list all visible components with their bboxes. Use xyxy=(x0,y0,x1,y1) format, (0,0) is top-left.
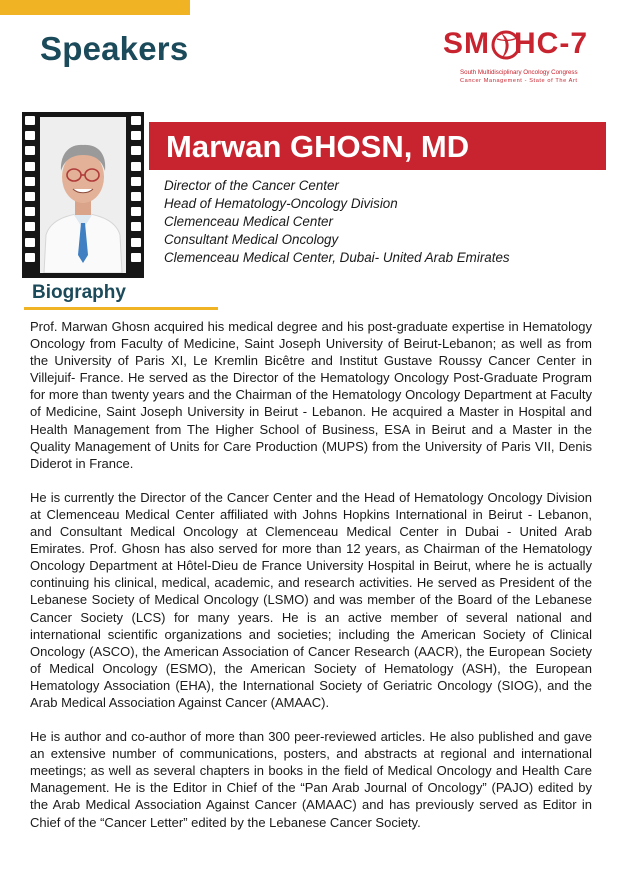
position-item: Consultant Medical Oncology xyxy=(164,232,339,247)
film-perforations-right xyxy=(131,116,141,268)
biography-heading: Biography xyxy=(32,282,126,303)
congress-logo xyxy=(443,27,608,89)
logo-right-text: HC-7 xyxy=(514,27,589,60)
position-item: Clemenceau Medical Center xyxy=(164,214,333,229)
biography-underline xyxy=(24,307,218,310)
position-item: Head of Hematology-Oncology Division xyxy=(164,196,398,211)
position-item: Clemenceau Medical Center, Dubai- United Arab Emirates xyxy=(164,250,510,265)
biography-body xyxy=(30,318,592,848)
ribbon-globe-icon xyxy=(491,29,521,61)
logo-subtitle: South Multidisciplinary Oncology Congress xyxy=(460,69,578,76)
biography-paragraph: He is author and co-author of more than 300 peer-reviewed articles. He also published and gave an extensive number of communications, posters, and abstracts at regional and international meetings; as well as several chapters in books in the field of Medical Oncology and Health Care Management. He is the Editor in Chief of the “Pan Arab Journal of Oncology” (PAJO) edited by the Arab Medical Association Against Cancer (AMAAC) and has previously served as Editor in Chief of the “Cancer Letter” edited by the Lebanese Cancer Society. xyxy=(30,729,592,830)
portrait-illustration-icon xyxy=(40,117,126,273)
position-item: Director of the Cancer Center xyxy=(164,178,339,193)
speaker-portrait xyxy=(40,117,126,273)
speaker-name-banner xyxy=(149,122,606,170)
logo-tagline: Cancer Management - State of The Art xyxy=(460,78,578,84)
film-perforations-left xyxy=(25,116,35,268)
top-accent-bar xyxy=(0,0,190,15)
speaker-name: Marwan GHOSN, MD xyxy=(166,129,470,164)
page-title: Speakers xyxy=(40,30,189,67)
biography-paragraph: Prof. Marwan Ghosn acquired his medical degree and his post-graduate expertise in Hematology Oncology from Faculty of Medicine, Saint Joseph University of Beirut-Lebanon; as well as from the University of Paris XI, Le Kremlin Bicêtre and Institut Gustave Roussy Cancer Center in Villejuif- France. He served as the Director of the Hematology Oncology Post-Graduate Program for more than twenty years and the Chairman of the Hematology Oncology Department at Faculty of Medicine, Saint Joseph University in Beirut - Lebanon. He acquired a Master in Hospital and Health Management from The Higher School of Business, ESA in Beirut and a Master in the Quality Management of Units for Care Production (MUPS) from the University of Paris VII, Denis Diderot in France. xyxy=(30,319,592,471)
speaker-positions xyxy=(164,177,510,267)
speaker-photo-frame xyxy=(22,112,144,278)
logo-left-text: SM xyxy=(443,27,490,60)
biography-paragraph: He is currently the Director of the Cancer Center and the Head of Hematology Oncology Division at Clemenceau Medical Center affiliated with Johns Hopkins International in Beirut - Lebanon, and Consultant Medical Oncology at Clemenceau Medical Center in Dubai - United Arab Emirates. Prof. Ghosn has also served for more than 12 years, as Chairman of the Hematology Oncology Department at Hôtel-Dieu de France University Hospital in Beirut, where he is actually continuing his clinical, medical, academic, and research activities. He served as President of the Lebanese Society of Medical Oncology (LSMO) and was member of the Board of the Lebanese Cancer Society (LCS) for many years. He is an active member of several national and international scientific organizations and societies; including the American Society of Clinical Oncology (ASCO), the American Association of Cancer Research (AACR), the European Society of Medical Oncology (ESMO), the American Society of Hematology (ASH), the European Hematology Association (EHA), the International Society of Geriatric Oncology (SIOG), and the Arab Medical Association Against Cancer (AMAAC). xyxy=(30,489,592,710)
